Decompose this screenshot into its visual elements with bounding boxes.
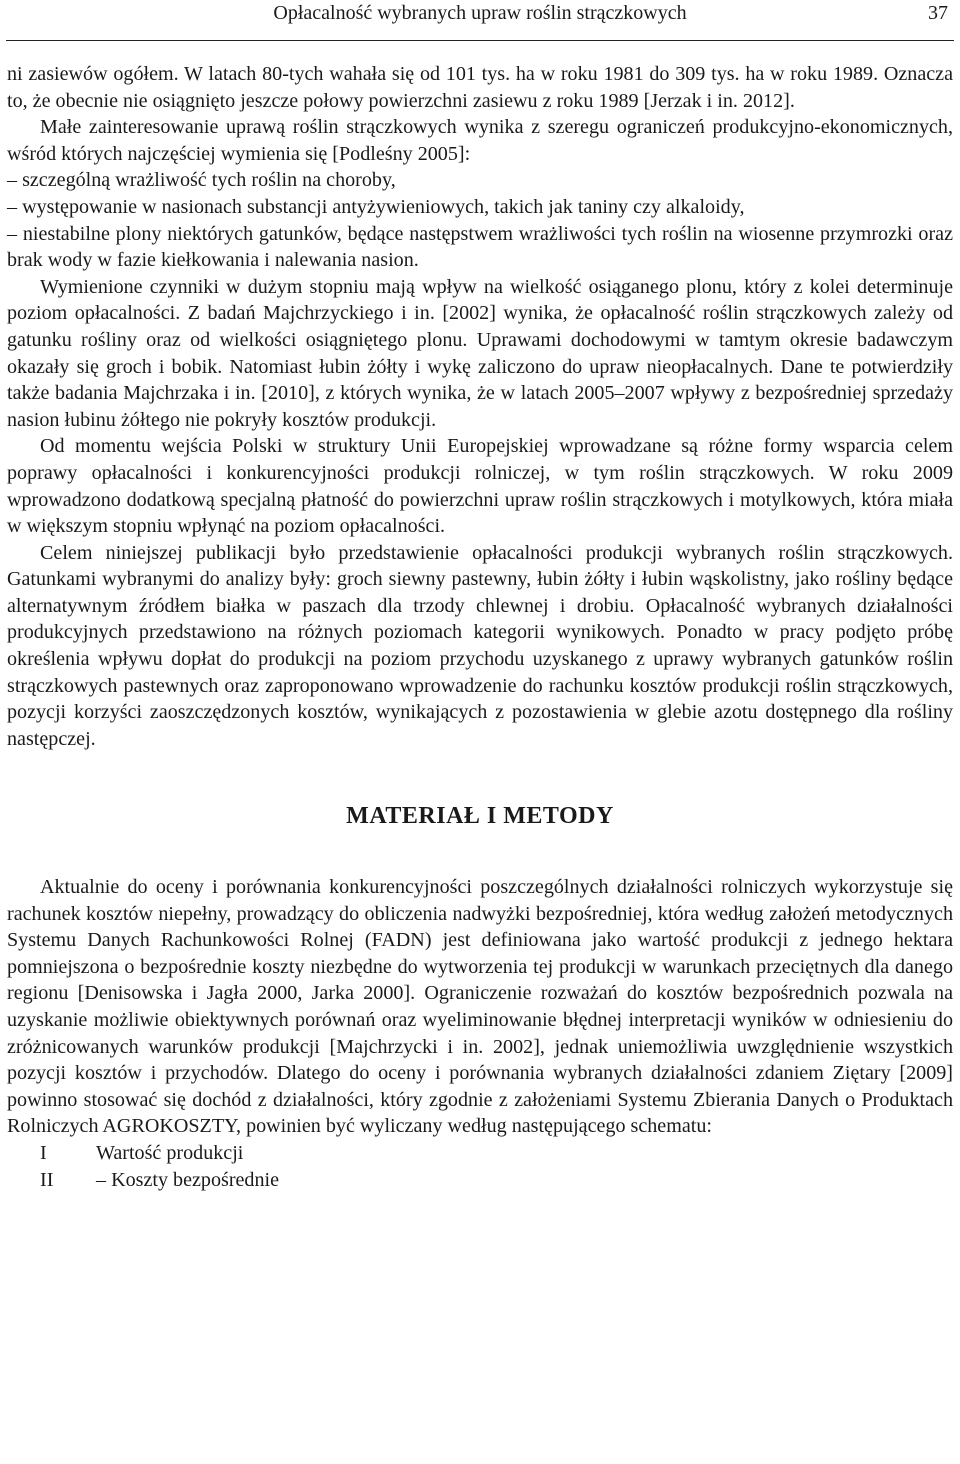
paragraph-methods: Aktualnie do oceny i porównania konkurencyjności poszczególnych działalności rolniczych wykorzystuje się rachunek kosztów niepełny, prowadzący do obliczenia nadwyżki bezpośredniej, która według założeń metodycznych Systemu Danych Rachunkowości Rolnej (FADN) jest definiowana jako wartość produkcji z jednego hektara pomniejszona o bezpośrednie koszty niezbędne do wytworzenia tej produkcji w warunkach przeciętnych dla danego regionu [Denisowska i Jagła 2000, Jarka 2000]. Ograniczenie rozważań do kosztów bezpośrednich pozwala na uzyskanie możliwie obiektywnych porównań oraz wyeliminowanie błędnej interpretacji wyników w odniesieniu do zróżnicowanych warunków produkcji [Majchrzycki i in. 2002], jednak uniemożliwia uwzględnienie wszystkich pozycji kosztów i przychodów. Dlatego do oceny i porównania wybranych działalności zdaniem Ziętary [2009] powinno stosować się dochód z działalności, który zgodnie z założeniami Systemu Zbierania Danych o Produktach Rolniczych AGROKOSZTY, powinien być wyliczany według następującego schematu:	[7, 876, 953, 1138]
list-item: – niestabilne plony niektórych gatunków, będące następstwem wrażliwości tych roślin na wiosenne przymrozki oraz brak wody w fazie kiełkowania i nalewania nasion.	[7, 222, 953, 272]
calculation-scheme	[7, 1140, 953, 1193]
section-heading: MATERIAŁ I METODY	[346, 803, 614, 830]
paragraph-aim: Celem niniejszej publikacji było przedstawienie opłacalności produkcji wybranych roślin strączkowych. Gatunkami wybranymi do analizy były: groch siewny pastewny, łubin żółty i łubin wąskolistny, jako rośliny będące alternatywnym źródłem białka w paszach dla trzody chlewnej i drobiu. Opłacalność wybranych działalności produkcyjnych przedstawiono na różnych poziomach kategorii wynikowych. Ponadto w pracy podjęto próbę określenia wpływu dopłat do produkcji na poziom przychodu uzyskanego z uprawy wybranych gatunków roślin strączkowych pastewnych oraz zaproponowano wprowadzenie do rachunku kosztów produkcji roślin strączkowych, pozycji korzyści zaoszczędzonych kosztów, wynikających z pozostawienia w glebie azotu dostępnego dla rośliny następczej.	[7, 541, 953, 750]
limitations-list	[7, 167, 953, 273]
scheme-row	[7, 1167, 953, 1194]
paragraph-eu-support: Od momentu wejścia Polski w struktury Unii Europejskiej wprowadzane są różne formy wsparcia celem poprawy opłacalności i konkurencyjności produkcji rolniczej, w tym roślin strączkowych. W roku 2009 wprowadzono dodatkową specjalną płatność do powierzchni upraw roślin strączkowych i motylkowych, która miała w większym stopniu wpłynąć na poziom opłacalności.	[7, 435, 953, 538]
page-content	[7, 61, 953, 1193]
paragraph-limitations: Małe zainteresowanie uprawą roślin strączkowych wynika z szeregu ograniczeń produkcyjno-ekonomicznych, wśród których najczęściej wymienia się [Podleśny 2005]:	[7, 116, 953, 165]
scheme-row	[7, 1140, 953, 1167]
scheme-number: II	[40, 1168, 54, 1191]
paragraph-factors: Wymienione czynniki w dużym stopniu mają wpływ na wielkość osiąganego plonu, który z kolei determinuje poziom opłacalności. Z badań Majchrzyckiego i in. [2002] wynika, że opłacalność roślin strączkowych zależy od gatunku rośliny oraz od wielkości osiągniętego plonu. Uprawami dochodowymi w tamtym okresie badawczym okazały się groch i bobik. Natomiast łubin żółty i wykę zaliczono do upraw nieopłacalnych. Dane te potwierdziły także badania Majchrzaka i in. [2010], z których wynika, że w latach 2005–2007 wpływy z bezpośredniej sprzedaży nasion łubinu żółtego nie pokryły kosztów produkcji.	[7, 275, 953, 431]
page-number: 37	[928, 2, 948, 24]
paragraph-continuation: ni zasiewów ogółem. W latach 80-tych wahała się od 101 tys. ha w roku 1981 do 309 tys. ha w roku 1989. Oznacza to, że obecnie nie osiągnięto jeszcze połowy powierzchni zasiewu z roku 1989 [Jerzak i in. 2012].	[7, 63, 953, 112]
running-title: Opłacalność wybranych upraw roślin strączkowych	[273, 2, 687, 24]
running-header	[6, 0, 954, 41]
list-item: – występowanie w nasionach substancji antyżywieniowych, takich jak taniny czy alkaloidy,	[7, 195, 745, 218]
list-item: – szczególną wrażliwość tych roślin na choroby,	[7, 169, 396, 192]
scheme-number: I	[40, 1141, 47, 1164]
scheme-text: – Koszty bezpośrednie	[96, 1168, 280, 1191]
scheme-text: Wartość produkcji	[96, 1141, 244, 1164]
